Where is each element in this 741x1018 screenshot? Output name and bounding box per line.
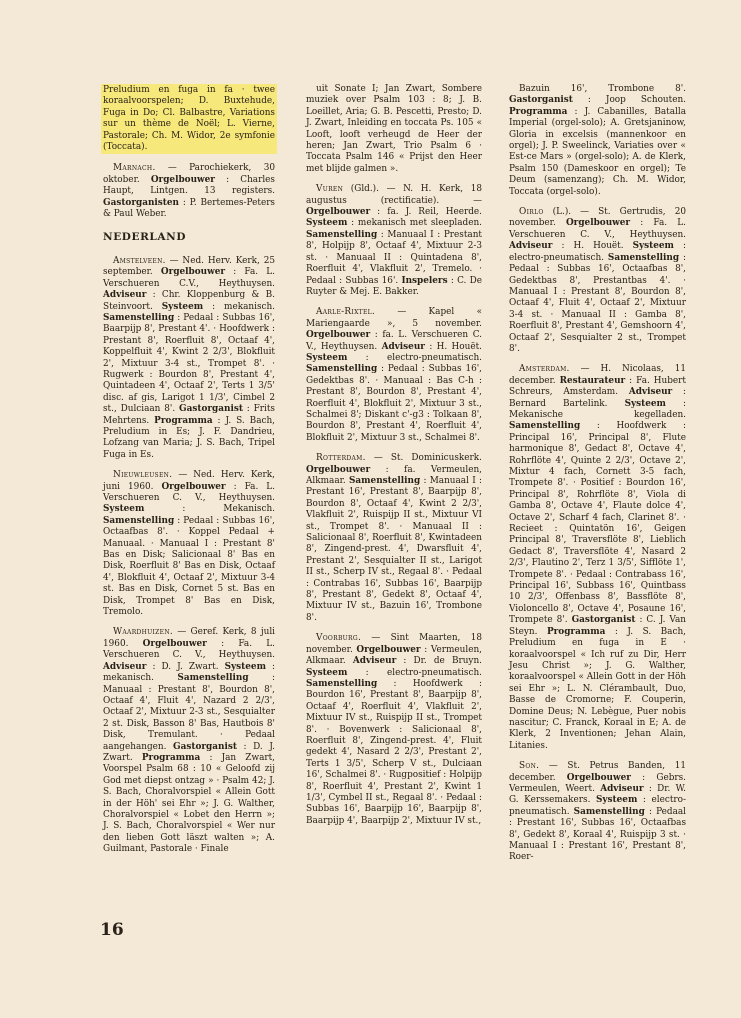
paragraph-text: Preludium en fuga in fa · twee koraalvoorspelen; D. Buxtehude, Fuga in Do; Cl. Balbastre, Variations sur un thème de Noël; L. Vierne, Pastorale; Ch. M. Widor, 2e symfonie (Toccata). bbox=[103, 85, 275, 153]
paragraph bbox=[103, 627, 275, 855]
paragraph-text: — Sint Maarten, 18 november. Orgelbouwer : Vermeulen, Alkmaar. Adviseur : Dr. de Bruyn. Systeem : electro-pneumatisch. Samenstelling : Hoofdwerk : Bourdon 16', Prestant 8', Baarpijp 8', Octaaf 4', Roerfluit 4', Vlakfluit 2', Mixtuur IV st., Ruispijp II st., Trompet 8'. · Bovenwerk : Salicionaal 8', Roerfluit 8', Zingend-prest. 4', Fluit gedekt 4', Nasard 2 2/3', Prestant 2', Terts 1 3/5', Scherp V st., Dulciaan 16', Schalmei 8'. · Rugpositief : Holpijp 8', Roerfluit 4', Prestant 2', Kwint 1 1/3', Cymbel II st., Regaal 8'. · Pedaal : Subbas 16', Baarpijp 16', Baarpijp 8', Baarpijp 4', Baarpijp 2', Mixtuur IV st., bbox=[306, 633, 482, 826]
paragraph-text: — H. Nicolaas, 11 december. Restaurateur : Fa. Hubert Schreurs, Amsterdam. Adviseur : Bernard Bartelink. Systeem : Mekanische kegelladen. Samenstelling : Hoofdwerk : Principal 16', Principal 8', Flute harmonique 8', Gedact 8', Octave 4', Rohrflöte 4', Quinte 2 2/3', Octave 2', Mixtur 4 fach, Cornett 3-5 fach, Trompete 8'. · Positief : Bourdon 16', Principal 8', Rohrflöte 8', Viola di Gamba 8', Octave 4', Flaute dolce 4', Octave 2', Scharf 4 fach, Clarinet 8'. · Recieet : Quintatön 16', Geigen Principal 8', Traversflöte 8', Lieblich Gedact 8', Traversflöte 4', Nasard 2 2/3', Flautino 2', Terz 1 3/5', Sifflöte 1', Trompete 8'. · Pedaal : Contrabass 16', Principal 16', Subbass 16', Quintbass 10 2/3', Offenbass 8', Bassflöte 8', Violoncello 8', Octave 4', Posaune 16', Trompete 8'. Gastorganist : C. J. Van Steyn. Programma : J. S. Bach, Preludium en fuga in E · koraalvoorspel « Ich ruf zu Dir, Herr Jesu Christ »; J. G. Walther, koraalvoorspel « Allein Gott in der Höh sei Ehr »; L. N. Clérambault, Duo, Basse de Cromorne; F. Couperin, Domine Deus; N. Lebègue, Puer nobis nascitur; C. Franck, Koraal in E; A. de Klerk, 2 Inventionen; Jehan Alain, Litanies. bbox=[509, 364, 687, 751]
place-name: Vuren bbox=[316, 184, 344, 195]
column-2 bbox=[306, 84, 482, 827]
paragraph-text: — St. Dominicuskerk. Orgelbouwer : fa. Vermeulen, Alkmaar. Samenstelling : Manuaal I : Prestant 16', Prestant 8', Baarpijp 8', Bourdon 8', Octaaf 4', Kwint 2 2/3', Vlakfluit 2', Ruispijp II st., Mixtuur VI st., Trompet 8'. · Manuaal II : Salicionaal 8', Roerfluit 8', Kwintadeen 8', Zingend-prest. 4', Dwarsfluit 4', Prestant 2', Sesquialter II st., Larigot II st., Scherp IV st., Regaal 8'. · Pedaal : Contrabas 16', Subbas 16', Baarpijp 8', Prestant 8', Gedekt 8', Octaaf 4', Mixtuur IV st., Bazuin 16', Trombone 8'. bbox=[306, 453, 482, 623]
place-name: Son. bbox=[519, 761, 540, 772]
paragraph bbox=[103, 163, 275, 220]
place-name: Nieuwleusen. bbox=[113, 470, 173, 481]
paragraph bbox=[306, 184, 482, 298]
place-name: Rotterdam. bbox=[316, 453, 366, 464]
paragraph bbox=[103, 256, 275, 461]
place-name: Voorburg. bbox=[316, 633, 362, 644]
paragraph-text: uit Sonate I; Jan Zwart, Sombere muziek over Psalm 103 : 8; J. B. Loeillet, Aria; G. B. Pescetti, Presto; D. J. Zwart, Inleiding en toccata Ps. 105 « Looft, looft verheugd de Heer der heren; Jan Zwart, Trio Psalm 6 · Toccata Psalm 146 « Prijst den Heer met blijde galmen ». bbox=[306, 84, 482, 174]
place-name: Waardhuizen. bbox=[113, 627, 173, 638]
paragraph bbox=[509, 364, 686, 752]
paragraph bbox=[509, 84, 686, 198]
paragraph-text: — Parochiekerk, 30 oktober. Orgelbouwer : Charles Haupt, Lintgen. 13 registers. Gastorganisten : P. Bertemes-Peters & Paul Weber. bbox=[103, 163, 275, 220]
column-3 bbox=[509, 84, 686, 864]
paragraph-text: — Ned. Herv. Kerk, juni 1960. Orgelbouwer : Fa. L. Verschueren C. V., Heythuysen. Systeem : Mekanisch. Samenstelling : Pedaal : Subbas 16', Octaafbas 8'. · Koppel Pedaal + Manuaal. · Manuaal I : Prestant 8' Bas en Disk; Salicionaal 8' Bas en Disk, Roerfluit 8' Bas en Disk, Octaaf 4', Blokfluit 4', Octaaf 2', Mixtuur 3-4 st. Bas en Disk, Cornet 5 st. Bas en Disk, Trompet 8' Bas en Disk, Tremolo. bbox=[103, 470, 275, 618]
paragraph bbox=[306, 453, 482, 624]
place-name: Amstelveen. bbox=[113, 255, 166, 266]
paragraph-text: — Kapel « Mariengaarde », 5 november. Orgelbouwer : fa. L. Verschueren C. V., Heythuysen. Adviseur : H. Houët. Systeem : electro-pneumatisch. Samenstelling : Pedaal : Subbas 16', Gedektbas 8'. · Manuaal : Bas C-h : Prestant 8', Bourdon 8', Prestant 4', Roerfluit 4', Blokfluit 2', Mixtuur 3 st., Schalmei 8'; Diskant c'-g3 : Tolkaan 8', Bourdon 8', Prestant 4', Roerfluit 4', Blokfluit 2', Mixtuur 3 st., Schalmei 8'. bbox=[306, 307, 482, 443]
paragraph-text: Bazuin 16', Trombone 8'. Gastorganist : Joop Schouten. Programma : J. Cabanilles, Batalla Imperial (orgel-solo); A. Gretsjaninow, Gloria in excelsis (mannenkoor en orgel); J. P. Sweelinck, Variaties over « Est-ce Mars » (orgel-solo); A. de Klerk, Psalm 150 (Dameskoor en orgel); Te Deum (samenzang); Ch. M. Widor, Toccata (orgel-solo). bbox=[509, 84, 686, 197]
paragraph bbox=[306, 84, 482, 175]
paragraph-text: (L.). — St. Gertrudis, 20 november. Orgelbouwer : Fa. L. Verschueren C. V., Heythuysen. Adviseur : H. Houët. Systeem : electro-pneumatisch. Samenstelling : Pedaal : Subbas 16', Octaafbas 8', Gedektbas 8', Prestantbas 4'. · Manuaal I : Prestant 8', Bourdon 8', Octaaf 4', Fluit 4', Octaaf 2', Mixtuur 3-4 st. · Manuaal II : Gamba 8', Roerfluit 8', Prestant 4', Gemshoorn 4', Octaaf 2', Sesquialter 2 st., Trompet 8'. bbox=[509, 207, 686, 354]
paragraph-text: (Gld.). — N. H. Kerk, 18 augustus (rectificatie). — Orgelbouwer : fa. J. Reil, Heerde. Systeem : mekanisch met sleepladen. Samenstelling : Manuaal I : Prestant 8', Holpijp 8', Octaaf 4', Mixtuur 2-3 st. · Manuaal II : Quintadena 8', Roerfluit 4', Vlakfluit 2', Tremelo. · Pedaal : Subbas 16'. Inspelers : C. De Ruyter & Mej. E. Bakker. bbox=[306, 184, 482, 297]
paragraph bbox=[306, 307, 482, 444]
highlighted-paragraph bbox=[101, 84, 277, 154]
paragraph bbox=[509, 207, 686, 355]
paragraph-text: — Geref. Kerk, 8 juli 1960. Orgelbouwer : Fa. L. Verschueren C. V., Heythuysen. Adviseur : D. J. Zwart. Systeem : mekanisch. Samenstelling : Manuaal : Prestant 8', Bourdon 8', Octaaf 4', Fluit 4', Nazard 2 2/3', Octaaf 2', Mixtuur 2-3 st., Sesquialter 2 st. Disk, Basson 8' Bas, Hautbois 8' Disk, Tremulant. · Pedaal aangehangen. Gastorganist : D. J. Zwart. Programma : Jan Zwart, Voorspel Psalm 68 : 10 « Geloofd zij God met diepst ontzag » · Psalm 42; J. S. Bach, Choralvorspiel « Allein Gott in der Höh' sei Ehr »; J. G. Walther, Choralvorspiel « Lobet den Herrn »; J. S. Bach, Choralvorspiel « Wer nur den lieben Gott läszt walten »; A. Guilmant, Pastorale · Finale bbox=[103, 627, 276, 855]
place-name: Aarle-Rixtel. bbox=[316, 307, 376, 318]
column-1 bbox=[103, 84, 275, 856]
paragraph-text: — St. Petrus Banden, 11 december. Orgelbouwer : Gebrs. Vermeulen, Weert. Adviseur : Dr. W. G. Kerssemakers. Systeem : electro-pneumatisch. Samenstelling : Pedaal : Prestant 16', Subbas 16', Octaafbas 8', Gedekt 8', Koraal 4', Ruispijp 3 st. · Manuaal I : Prestant 16', Prestant 8', Roer- bbox=[509, 761, 686, 863]
paragraph bbox=[103, 470, 275, 618]
page-number: 16 bbox=[100, 920, 124, 940]
place-name: Oirlo bbox=[519, 207, 544, 218]
place-name: Marnach. bbox=[113, 163, 156, 174]
paragraph bbox=[306, 633, 482, 827]
place-name: Amsterdam. bbox=[519, 364, 570, 375]
paragraph bbox=[509, 761, 686, 864]
section-heading: NEDERLAND bbox=[103, 231, 187, 244]
paragraph-text: — Ned. Herv. Kerk, 25 september. Orgelbouwer : Fa. L. Verschueren C.V., Heythuysen. Adviseur : Chr. Kloppenburg & B. Steinvoort. Systeem : mekanisch. Samenstelling : Pedaal : Subbas 16', Baarpijp 8', Prestant 4'. · Hoofdwerk : Prestant 8', Roerfluit 8', Octaaf 4', Koppelfluit 4', Kwint 2 2/3', Blokfluit 2', Mixtuur 3-4 st., Trompet 8'. · Rugwerk : Bourdon 8', Prestant 4', Quintadeen 4', Octaaf 2', Terts 1 3/5' disc. af gis, Larigot 1 1/3', Cimbel 2 st., Dulciaan 8'. Gastorganist : Frits Mehrtens. Programma : J. S. Bach, Preludium in Es; J. F. Dandrieu, Lofzang van Maria; J. S. Bach, Tripel Fuga in Es. bbox=[103, 255, 276, 460]
